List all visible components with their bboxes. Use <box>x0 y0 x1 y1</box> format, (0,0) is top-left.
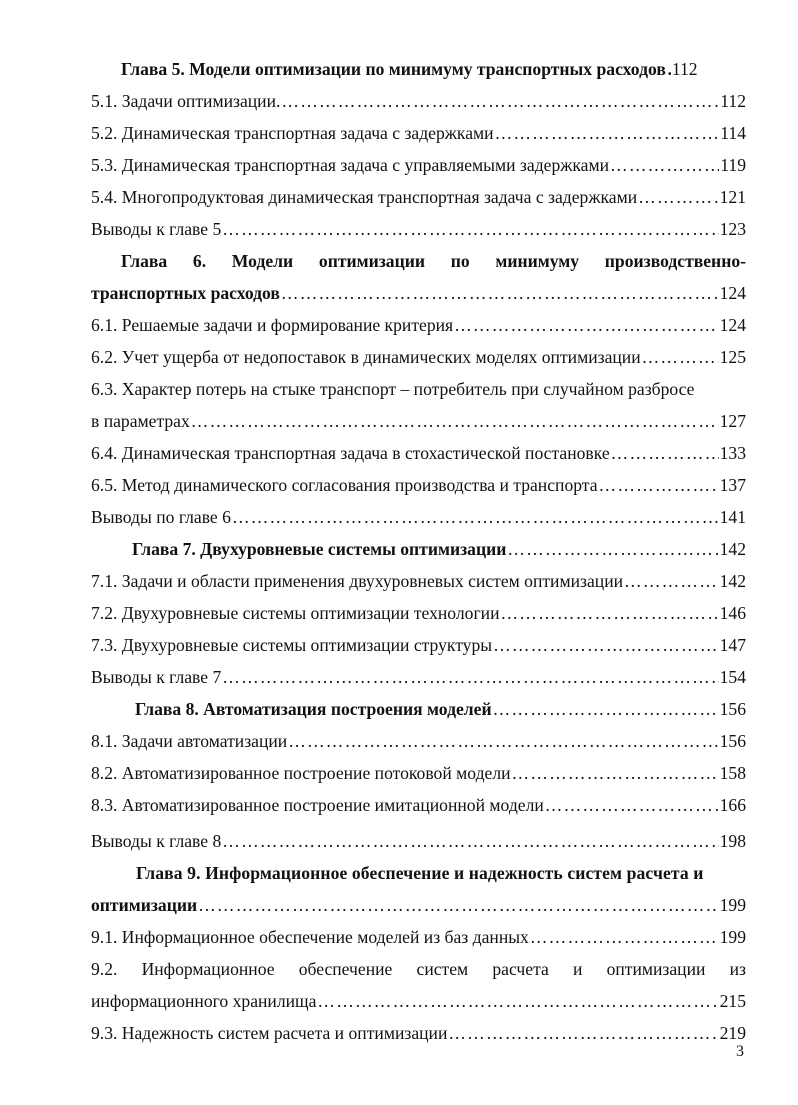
toc-entry-title: транспортных расходов <box>91 283 280 303</box>
word: Информационное <box>141 959 275 979</box>
toc-entry-page: 124 <box>719 283 746 303</box>
toc-entry-page: 125 <box>719 347 746 367</box>
leader-dots <box>501 597 719 629</box>
toc-entry-page: 158 <box>719 763 746 783</box>
toc-entry-title: Глава 5. Модели оптимизации по минимуму транспортных расходов <box>121 59 666 79</box>
word: производственно- <box>604 251 746 271</box>
toc-entry-page: 112 <box>720 91 746 111</box>
toc-entry-title: 6.3. Характер потерь на стыке транспорт – потребитель при случайном разбросе <box>91 379 695 399</box>
toc-entry-5-1 <box>91 85 746 117</box>
toc-entry-title: 7.3. Двухуровневые системы оптимизации структуры <box>91 635 493 655</box>
toc-entry-page: 142 <box>719 571 746 591</box>
leader-dots <box>638 181 718 213</box>
toc-entry-title: оптимизации <box>91 895 198 915</box>
word: минимуму <box>495 251 580 271</box>
toc-entry-page: 114 <box>720 123 746 143</box>
leader-dots <box>530 921 719 953</box>
toc-entry-page: 199 <box>719 927 746 947</box>
word: оптимизации <box>318 251 426 271</box>
leader-dots <box>493 629 719 661</box>
toc-entry-8-1 <box>91 725 746 757</box>
toc-entry-page: 121 <box>719 187 746 207</box>
leader-dots <box>288 725 718 757</box>
leader-dots <box>512 757 719 789</box>
toc-entry-5-3 <box>91 149 746 181</box>
leader-dots <box>667 53 671 85</box>
toc-entry-8-2 <box>91 757 746 789</box>
toc-entry-6-4 <box>91 437 746 469</box>
leader-dots <box>493 693 719 725</box>
toc-entry-6-1 <box>91 309 746 341</box>
word: из <box>729 959 746 979</box>
toc-entry-page: 199 <box>719 895 746 915</box>
toc-entry-page: 123 <box>719 219 746 239</box>
word: расчета <box>492 959 549 979</box>
toc-entry-title: 8.3. Автоматизированное построение имитационной модели <box>91 795 544 815</box>
toc-entry-title: в параметрах <box>91 411 190 431</box>
toc-entry-title: 6.4. Динамическая транспортная задача в стохастической постановке <box>91 443 610 463</box>
toc-entry-title: Глава 8. Автоматизация построения моделей <box>135 699 492 719</box>
toc-entry-title: Глава 9. Информационное обеспечение и надежность систем расчета и <box>136 863 704 883</box>
toc-entry-9-3 <box>91 1017 746 1049</box>
toc-entry-page: 141 <box>719 507 746 527</box>
toc-entry-chapter-7 <box>91 533 746 565</box>
leader-dots <box>222 661 718 693</box>
toc-entry-5-4 <box>91 181 746 213</box>
toc-entry-title: 5.4. Многопродуктовая динамическая транспортная задача с задержками <box>91 187 638 207</box>
leader-dots <box>198 889 718 921</box>
toc-entry-conclusions-8 <box>91 825 746 857</box>
toc-entry-page: 156 <box>719 699 746 719</box>
page-number: 3 <box>736 1043 744 1060</box>
toc-entry-6-2 <box>91 341 746 373</box>
leader-dots <box>281 85 719 117</box>
toc-entry-conclusions-6 <box>91 501 746 533</box>
toc-entry-9-2-line-1 <box>91 953 746 985</box>
word: 6. <box>192 251 207 271</box>
toc-entry-9-1 <box>91 921 746 953</box>
toc-entry-page: 147 <box>719 635 746 655</box>
word: 9.2. <box>91 959 118 979</box>
leader-dots <box>454 309 718 341</box>
toc-entry-title: 5.2. Динамическая транспортная задача с задержками <box>91 123 494 143</box>
toc-entry-7-1 <box>91 565 746 597</box>
toc-entry-page: 156 <box>719 731 746 751</box>
toc-entry-title: Глава 7. Двухуровневые системы оптимизации <box>132 539 507 559</box>
toc-entry-chapter-9-line-2 <box>91 889 746 921</box>
word: систем <box>416 959 469 979</box>
toc-entry-chapter-6-line-1 <box>91 245 746 277</box>
toc-entry-6-5 <box>91 469 746 501</box>
toc-entry-8-3 <box>91 789 746 821</box>
leader-dots <box>545 789 719 821</box>
toc-entry-page: 142 <box>719 539 746 559</box>
leader-dots <box>317 985 718 1017</box>
toc-entry-conclusions-7 <box>91 661 746 693</box>
toc-entry-title: информационного хранилища <box>91 991 317 1011</box>
toc-entry-title: Выводы к главе 7 <box>91 667 222 687</box>
toc-entry-title: 6.1. Решаемые задачи и формирование критерия <box>91 315 454 335</box>
leader-dots <box>222 213 718 245</box>
toc-entry-chapter-9-line-1 <box>91 857 746 889</box>
toc-entry-chapter-6-line-2 <box>91 277 746 309</box>
toc-entry-page: 166 <box>719 795 746 815</box>
leader-dots <box>232 501 719 533</box>
word: обеспечение <box>298 959 393 979</box>
toc-entry-page: 127 <box>719 411 746 431</box>
leader-dots <box>495 117 720 149</box>
toc-entry-title: 6.2. Учет ущерба от недопоставок в динамических моделях оптимизации <box>91 347 641 367</box>
toc-entry-chapter-5 <box>91 53 746 85</box>
leader-dots <box>610 149 719 181</box>
toc-entry-conclusions-5 <box>91 213 746 245</box>
leader-dots <box>507 533 718 565</box>
leader-dots <box>611 437 719 469</box>
toc-entry-title: 7.2. Двухуровневые системы оптимизации технологии <box>91 603 500 623</box>
toc-entry-9-2-line-2 <box>91 985 746 1017</box>
toc-entry-page: 198 <box>719 831 746 851</box>
word: Модели <box>231 251 294 271</box>
leader-dots <box>281 277 719 309</box>
toc-entry-page: 137 <box>719 475 746 495</box>
toc-entry-page: 112 <box>671 59 698 79</box>
leader-dots <box>448 1017 718 1049</box>
toc-entry-7-2 <box>91 597 746 629</box>
word: по <box>450 251 470 271</box>
toc-entry-title: 8.1. Задачи автоматизации <box>91 731 288 751</box>
toc-entry-title: 9.1. Информационное обеспечение моделей из баз данных <box>91 927 529 947</box>
leader-dots <box>642 341 719 373</box>
toc-entry-title: 5.1. Задачи оптимизации. <box>91 91 281 111</box>
toc-entry-page: 219 <box>719 1023 746 1043</box>
toc-entry-page: 215 <box>719 991 746 1011</box>
toc-entry-page: 119 <box>720 155 746 175</box>
toc-entry-5-2 <box>91 117 746 149</box>
toc-entry-page: 133 <box>719 443 746 463</box>
toc-entry-title: Выводы к главе 5 <box>91 219 222 239</box>
leader-dots <box>222 825 718 857</box>
toc-entry-page: 124 <box>719 315 746 335</box>
toc-entry-6-3-line-1 <box>91 373 746 405</box>
toc-entry-title: 7.1. Задачи и области применения двухуровневых систем оптимизации <box>91 571 624 591</box>
toc-entry-chapter-8 <box>91 693 746 725</box>
toc-entry-title: 6.5. Метод динамического согласования производства и транспорта <box>91 475 598 495</box>
word: Глава <box>121 251 168 271</box>
leader-dots <box>624 565 719 597</box>
toc-entry-6-3-line-2 <box>91 405 746 437</box>
toc-entry-title: 8.2. Автоматизированное построение потоковой модели <box>91 763 511 783</box>
toc-entry-title: 9.3. Надежность систем расчета и оптимизации <box>91 1023 448 1043</box>
leader-dots <box>599 469 719 501</box>
toc-entry-title: 5.3. Динамическая транспортная задача с управляемыми задержками <box>91 155 610 175</box>
toc-entry-title: Выводы по главе 6 <box>91 507 231 527</box>
word: и <box>572 959 583 979</box>
toc-entry-title: Выводы к главе 8 <box>91 831 222 851</box>
word: оптимизации <box>606 959 706 979</box>
toc-entry-page: 146 <box>719 603 746 623</box>
toc-entry-7-3 <box>91 629 746 661</box>
leader-dots <box>191 405 719 437</box>
toc-entry-page: 154 <box>719 667 746 687</box>
